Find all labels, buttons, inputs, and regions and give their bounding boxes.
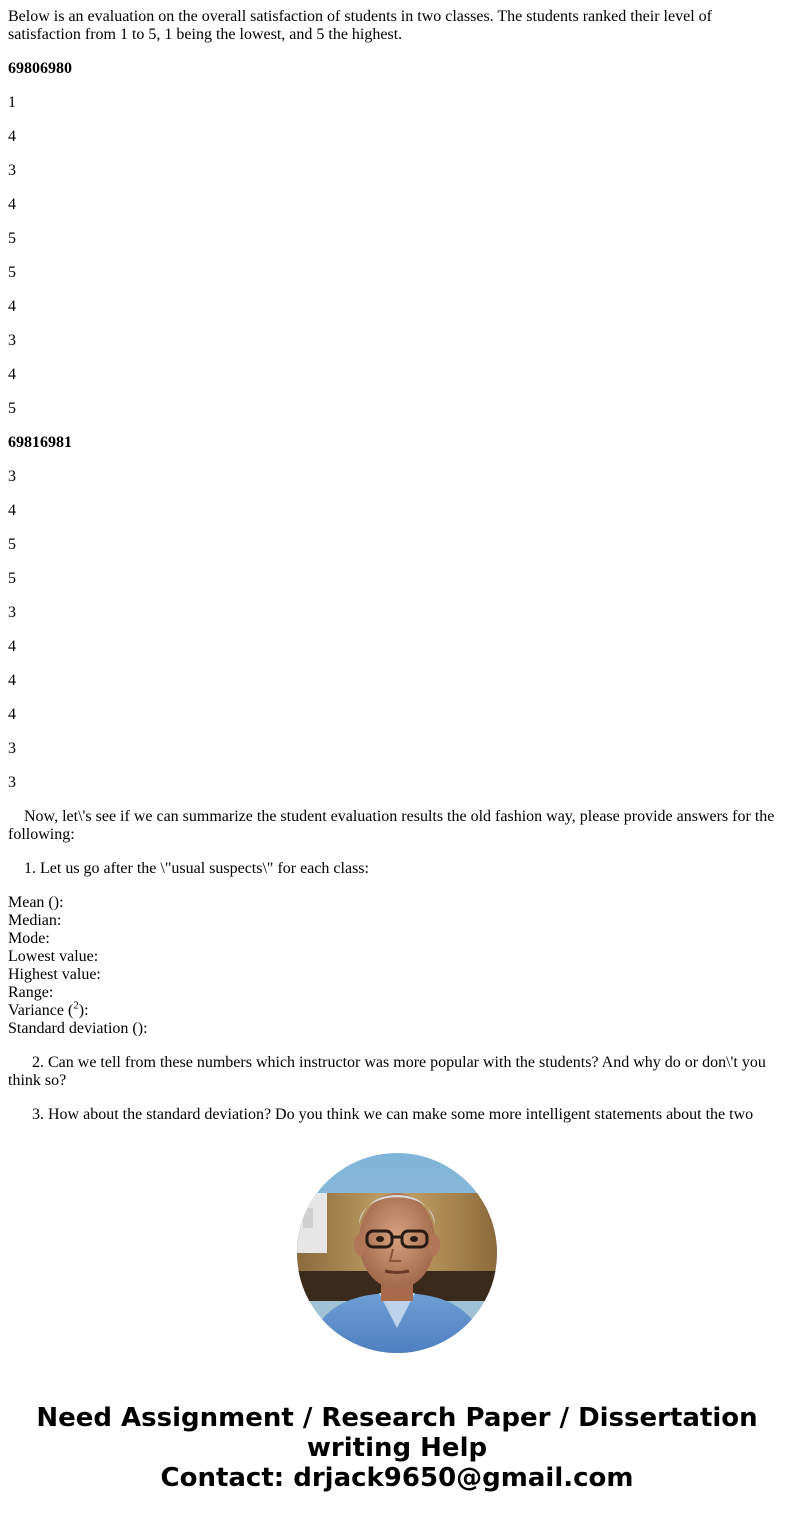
class-b-score: 4	[8, 638, 16, 655]
stat-stddev: Standard deviation ():	[8, 1020, 148, 1037]
stats-list	[8, 894, 786, 1038]
class-b-score: 5	[8, 570, 16, 587]
class-a-score: 5	[8, 264, 16, 281]
stat-mean: Mean ():	[8, 894, 64, 911]
class-a-score: 5	[8, 400, 16, 417]
document-body	[8, 0, 786, 1124]
intro-text: Below is an evaluation on the overall satisfaction of students in two classes. The students ranked their level of satisfaction from 1 to 5, 1 being the lowest, and 5 the highest.	[8, 8, 712, 43]
class-b-score: 3	[8, 774, 16, 791]
question-2: 2. Can we tell from these numbers which instructor was more popular with the students? And why do or don\'t you think so?	[8, 1054, 766, 1089]
class-a-score: 3	[8, 332, 16, 349]
stat-variance: Variance ($^2$):	[8, 999, 89, 1019]
class-b-score: 4	[8, 706, 16, 723]
class-b-score: 3	[8, 604, 16, 621]
class-a-score: 1	[8, 94, 16, 111]
class-b-id: 69816981	[8, 434, 72, 451]
class-a-score: 3	[8, 162, 16, 179]
class-a-score: 4	[8, 366, 16, 383]
stat-highest: Highest value:	[8, 966, 101, 983]
class-a-score: 4	[8, 128, 16, 145]
class-b-score: 5	[8, 536, 16, 553]
author-photo-image	[297, 1153, 497, 1353]
class-a-id: 69806980	[8, 60, 72, 77]
class-a-score: 4	[8, 196, 16, 213]
footer-banner	[0, 1403, 794, 1493]
class-a-score: 4	[8, 298, 16, 315]
footer-line-2: writing Help	[306, 1433, 488, 1463]
question-3: 3. How about the standard deviation? Do you think we can make some more intelligent statements about the two	[32, 1106, 754, 1123]
class-b-score: 3	[8, 740, 16, 757]
stat-range: Range:	[8, 984, 54, 1001]
stat-median: Median:	[8, 912, 62, 929]
prompt-text: Now, let\'s see if we can summarize the student evaluation results the old fashion way, please provide answers for the following:	[8, 808, 775, 843]
stat-mode: Mode:	[8, 930, 50, 947]
footer-contact: Contact: drjack9650@gmail.com	[160, 1463, 634, 1493]
class-a-score: 5	[8, 230, 16, 247]
class-b-score: 3	[8, 468, 16, 485]
stat-lowest: Lowest value:	[8, 948, 99, 965]
class-b-score: 4	[8, 672, 16, 689]
author-photo	[297, 1153, 497, 1353]
class-b-score: 4	[8, 502, 16, 519]
footer-line-1: Need Assignment / Research Paper / Dissertation	[36, 1403, 758, 1433]
question-1: 1. Let us go after the \"usual suspects\" for each class:	[24, 860, 369, 877]
